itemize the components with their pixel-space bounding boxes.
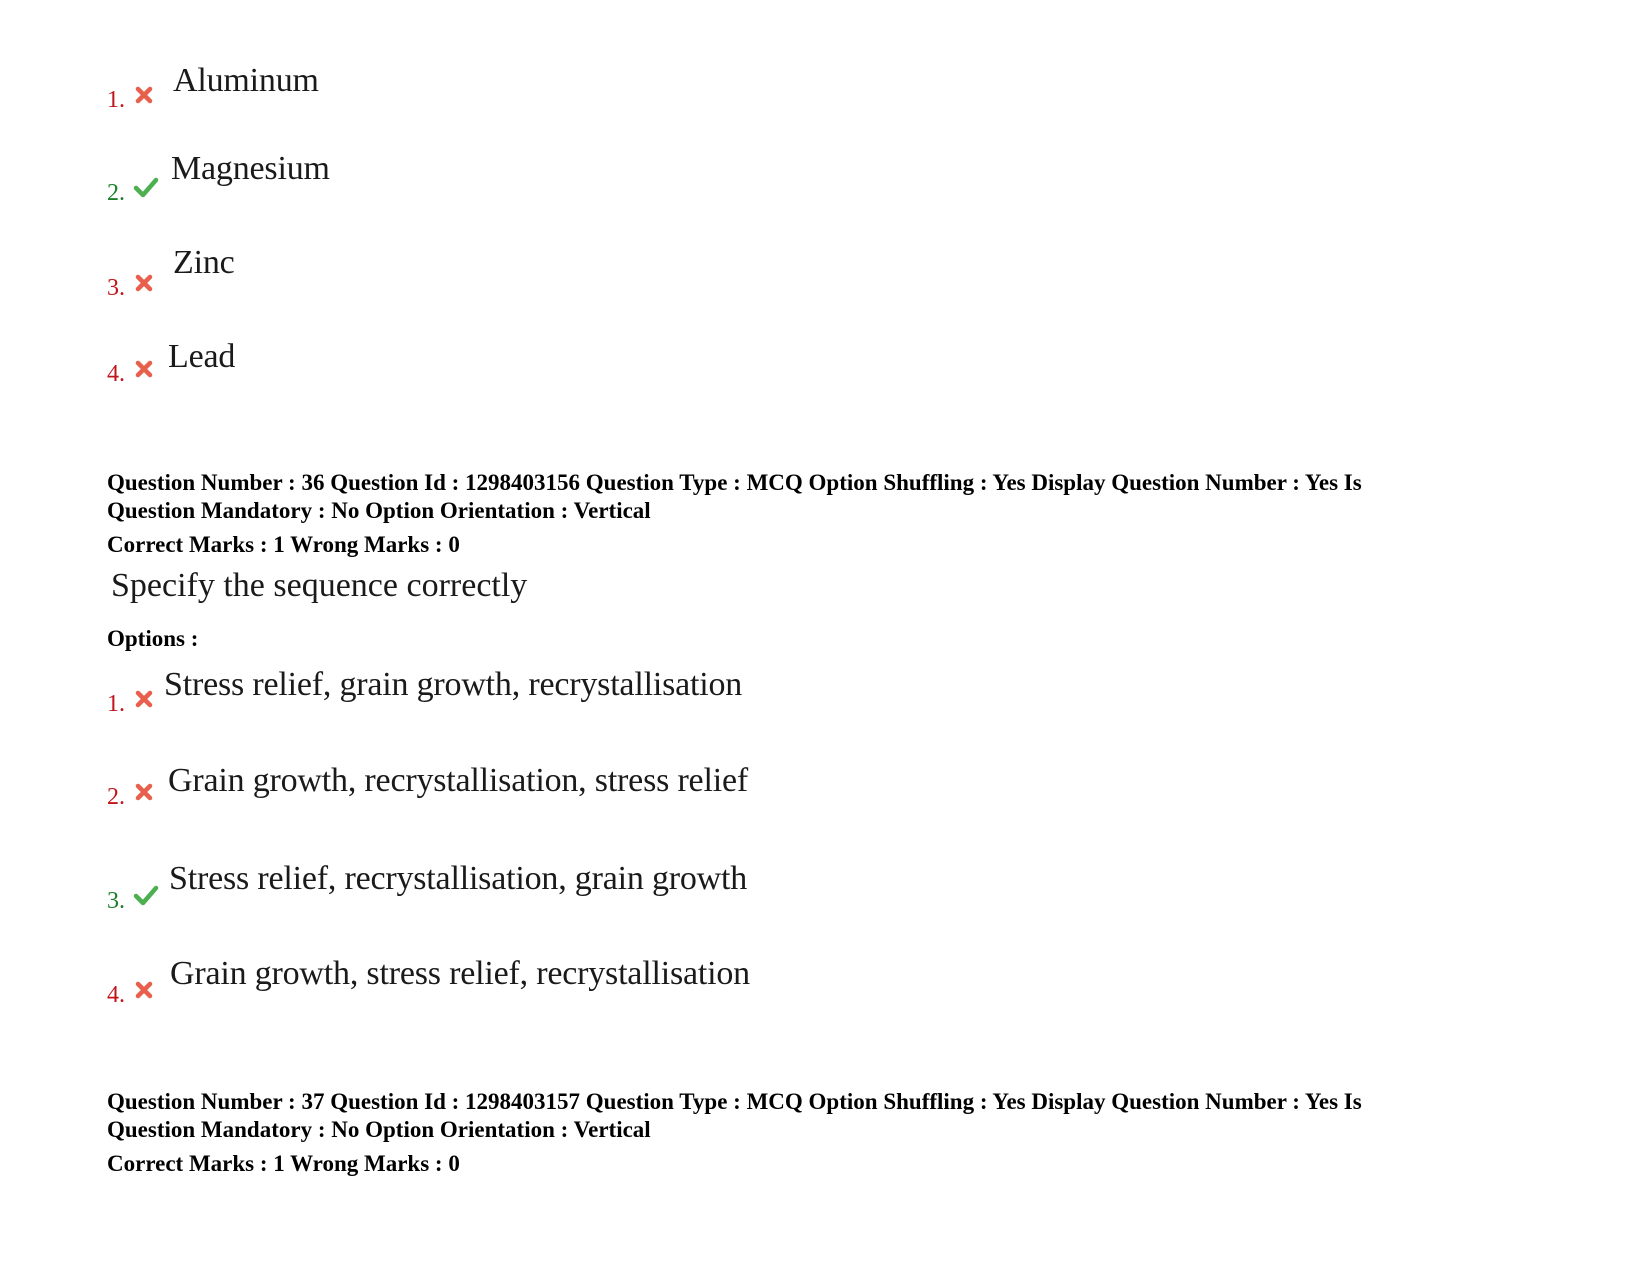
cross-icon xyxy=(133,781,155,803)
cross-icon xyxy=(133,358,155,380)
question-marks: Correct Marks : 1 Wrong Marks : 0 xyxy=(107,532,460,557)
option-text: Stress relief, recrystallisation, grain growth xyxy=(169,860,748,897)
cross-icon xyxy=(133,979,155,1001)
option-number: 2. xyxy=(107,180,125,206)
option-text: Magnesium xyxy=(171,150,330,187)
option-number: 4. xyxy=(107,361,125,387)
question-meta-line: Question Number : 37 Question Id : 1298403157 Question Type : MCQ Option Shuffling : Yes Display Question Number : Yes Is xyxy=(107,1089,1362,1114)
cross-icon xyxy=(133,272,155,294)
cross-icon xyxy=(133,688,155,710)
option-number: 1. xyxy=(107,691,125,717)
option-text: Grain growth, recrystallisation, stress relief xyxy=(168,762,748,799)
option-text: Aluminum xyxy=(173,62,319,99)
question-marks: Correct Marks : 1 Wrong Marks : 0 xyxy=(107,1151,460,1176)
option-text: Stress relief, grain growth, recrystallisation xyxy=(164,666,743,703)
option-number: 2. xyxy=(107,784,125,810)
option-text: Grain growth, stress relief, recrystallisation xyxy=(170,955,750,992)
question-text: Specify the sequence correctly xyxy=(111,567,528,604)
option-number: 3. xyxy=(107,275,125,301)
check-icon xyxy=(133,176,159,198)
option-text: Zinc xyxy=(173,244,235,281)
question-meta-line: Question Mandatory : No Option Orientation : Vertical xyxy=(107,1117,651,1142)
option-number: 1. xyxy=(107,87,125,113)
option-number: 4. xyxy=(107,982,125,1008)
check-icon xyxy=(133,884,159,906)
options-label: Options : xyxy=(107,626,199,651)
option-number: 3. xyxy=(107,888,125,914)
question-meta-line: Question Mandatory : No Option Orientation : Vertical xyxy=(107,498,651,523)
question-meta-line: Question Number : 36 Question Id : 1298403156 Question Type : MCQ Option Shuffling : Yes Display Question Number : Yes Is xyxy=(107,470,1362,495)
cross-icon xyxy=(133,84,155,106)
option-text: Lead xyxy=(168,338,236,375)
